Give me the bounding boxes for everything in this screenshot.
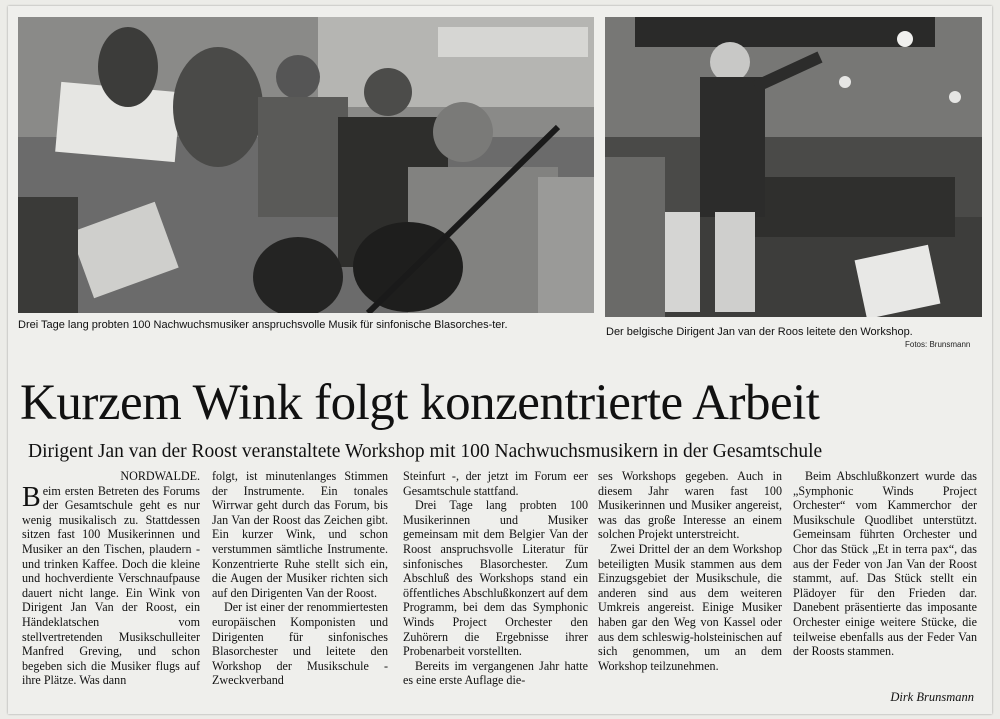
- author-byline: Dirk Brunsmann: [890, 690, 974, 704]
- orchestra-rehearsal-photo: [18, 17, 594, 313]
- column-2-paragraph-1: folgt, ist minutenlanges Stimmen der Instrumente. Ein tonales Wirrwar geht durch das Forum, bis Jan Van der Roost das Zeichen gibt. Ein kurzer Wink, und schon verstummen sämtliche Instrumente. Konzentrierte Ruhe stellt sich ein, die Augen der Musiker richten sich auf den Dirigenten Van der Roost.: [212, 469, 388, 600]
- article-column-3: [403, 469, 588, 688]
- photo-credit: Fotos: Brunsmann: [905, 340, 971, 349]
- headline: Kurzem Wink folgt konzentrierte Arbeit: [20, 375, 820, 431]
- column-3-paragraph-2: Drei Tage lang probten 100 Musikerinnen und Musiker gemeinsam mit dem Belgier Van der Roost anspruchsvolle Literatur für sinfonisches Blasorchester. Zum Abschluß des Workshops stand ein öffentliches Abschlußkonzert auf dem Programm, bei dem das Symphonic Winds Project Orchester den Zuhörern die Ergebnisse ihrer Probenarbeit vorstellten.: [403, 498, 588, 659]
- dateline: NORDWALDE.: [120, 469, 200, 483]
- conductor-photo: [605, 17, 982, 317]
- article-column-1: [22, 469, 200, 688]
- article-column-5: [793, 469, 977, 659]
- drop-cap: B: [22, 481, 41, 513]
- column-4-paragraph-1: ses Workshops gegeben. Auch in diesem Jahr waren fast 100 Musikerinnen und Musiker angereist, was das große Interesse an einem solchen Projekt unterstreicht.: [598, 469, 782, 542]
- column-2-paragraph-2: Der ist einer der renommiertesten europäischen Komponisten und Dirigenten für sinfonisches Blasorchester und leitete den Workshop der Musikschule - Zweckverband: [212, 600, 388, 688]
- column-1-text: eim ersten Betreten des Forums der Gesamtschule geht es nur wenig musikalisch zu. Stattdessen sitzen fast 100 Musikerinnen und Musiker an den Tischen, plaudern - und trinken Kaffee. Doch die kleine und hochverdiente Verschnaufpause dauert nicht lange. Ein Wink von Dirigent Jan Van der Roost, ein Händeklatschen vom stellvertretenden Musikschulleiter Manfred Greving, und schon begeben sich die Musiker flugs auf ihre Plätze. Was dann: [22, 483, 200, 688]
- column-5-paragraph-1: Beim Abschlußkonzert wurde das „Symphonic Winds Project Orchester“ vom Kammerchor der Musikschule Quodlibet unterstützt. Gemeinsam führten Orchester und Chor das Stück „Et in terra pax“, das aus der Feder von Jan Van der Roost stammt, auf. Das Stück stellt ein Plädoyer für den Frieden dar. Danebent präsentierte das imposante Orchester einige weitere Stücke, die teilweise ebenfalls aus der Feder Van der Roosts stammen.: [793, 469, 977, 659]
- right-photo-caption: Der belgische Dirigent Jan van der Roos leitete den Workshop.: [606, 326, 913, 338]
- column-4-paragraph-2: Zwei Drittel der an dem Workshop beteiligten Musik stammen aus dem Einzugsgebiet der Musikschule, die anderen sind aus dem weiteren Umkreis angereist. Einige Musiker haben gar den Weg von Kassel oder aus dem schleswig-holsteinischen auf sich genommen, um an dem Workshop teilzunehmen.: [598, 541, 782, 673]
- left-photo-caption: Drei Tage lang probten 100 Nachwuchsmusiker anspruchsvolle Musik für sinfonische Blasorches-ter.: [18, 319, 508, 331]
- subheadline: Dirigent Jan van der Roost veranstaltete Workshop mit 100 Nachwuchsmusikern in der Gesamtschule: [28, 441, 823, 462]
- article-column-2: [212, 469, 388, 688]
- column-3-paragraph-3: Bereits im vergangenen Jahr hatte es eine erste Auflage die-: [403, 658, 588, 688]
- article-column-4: [598, 469, 782, 673]
- column-3-paragraph-1: Steinfurt -, der jetzt im Forum eer Gesamtschule stattfand.: [403, 469, 588, 498]
